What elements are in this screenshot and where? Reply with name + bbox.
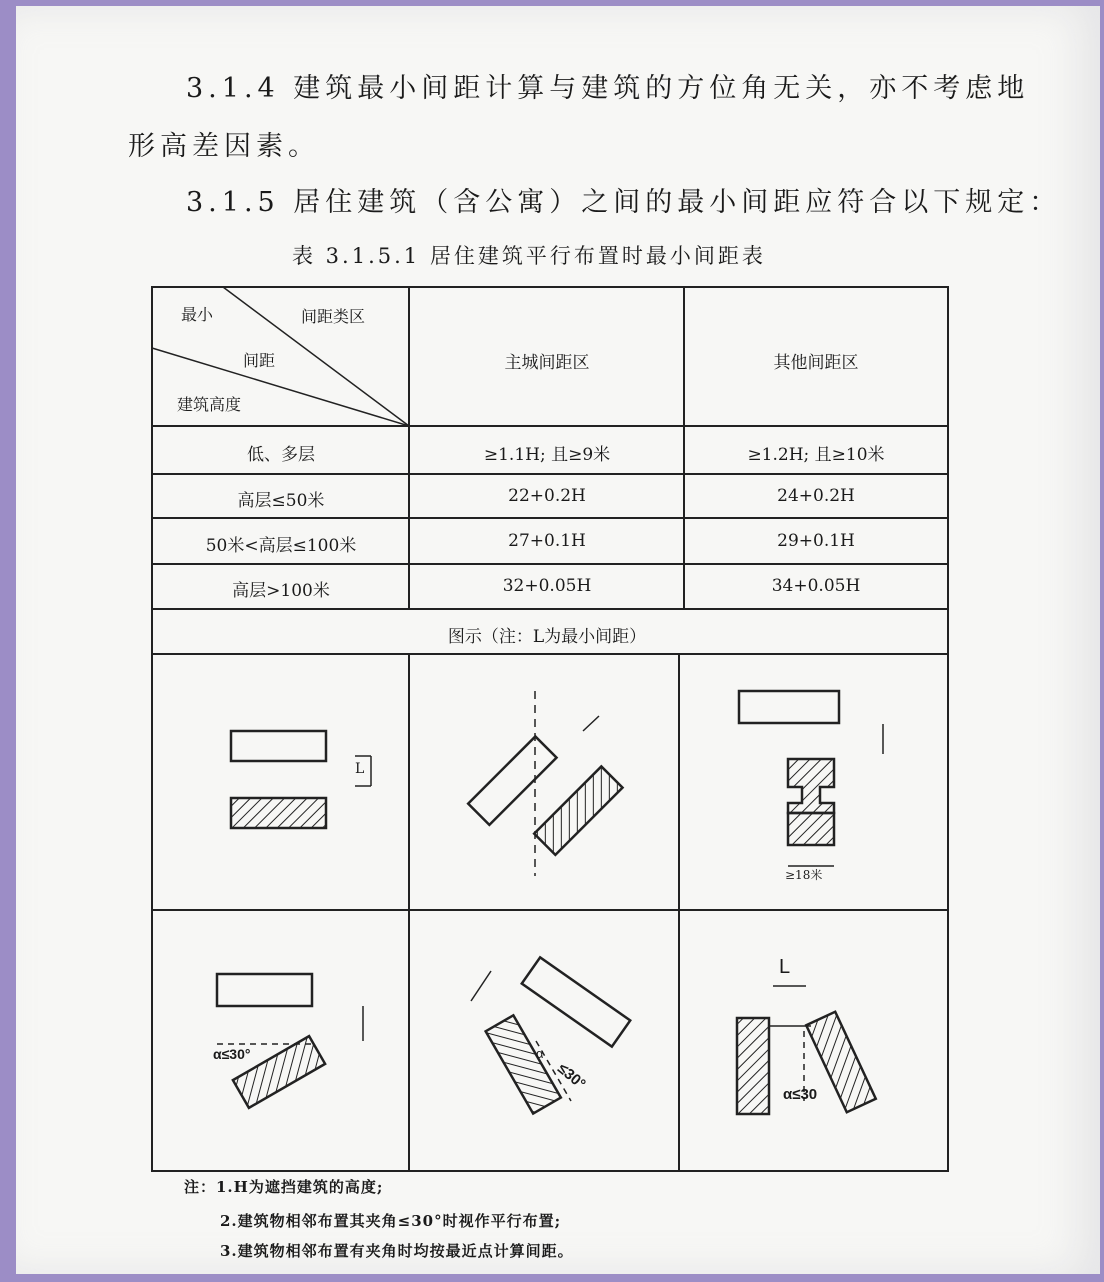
row3-other: 29+0.1H (777, 531, 855, 551)
paragraph-3-1-5: 3.1.5 居住建筑（含公寓）之间的最小间距应符合以下规定： (186, 187, 1062, 218)
row1-main: ≥1.1H; 且≥9米 (483, 445, 611, 465)
diagram-h-shape (739, 691, 883, 866)
corner-label-min: 最小 (181, 305, 214, 324)
label-alpha-sym: α (536, 1046, 544, 1061)
diagram-two-rotated (471, 957, 630, 1113)
row3-height: 50米<高层≤100米 (205, 536, 357, 556)
header-main-zone: 主城间距区 (504, 353, 590, 373)
label-alpha-3: α≤30 (783, 1086, 818, 1103)
table-grid (151, 286, 949, 1172)
label-l-2: L (779, 956, 791, 978)
row4-main: 32+0.05H (502, 576, 592, 596)
paragraph-3-1-4-line1: 3.1.4 建筑最小间距计算与建筑的方位角无关，亦不考虑地 (186, 73, 1030, 104)
row2-height: 高层≤50米 (237, 491, 325, 511)
label-l-1: L (355, 761, 365, 777)
note-2: 2.建筑物相邻布置其夹角≤30°时视作平行布置; (220, 1212, 562, 1230)
diagram-staggered (468, 691, 622, 876)
table-caption: 表 3.1.5.1 居住建筑平行布置时最小间距表 (292, 244, 766, 268)
corner-label-category: 间距类区 (301, 307, 366, 326)
row3-main: 27+0.1H (508, 531, 586, 551)
note-3: 3.建筑物相邻布置有夹角时均按最近点计算间距。 (220, 1242, 574, 1260)
illustration-title: 图示（注：L为最小间距） (447, 627, 647, 647)
paragraph-3-1-4-line2: 形高差因素。 (128, 131, 320, 162)
spacing-table (151, 286, 949, 1172)
diagram-angled-below (217, 974, 363, 1108)
row1-height: 低、多层 (247, 445, 315, 465)
row2-main: 22+0.2H (508, 486, 586, 506)
corner-label-spacing: 间距 (243, 351, 276, 370)
header-other-zone: 其他间距区 (773, 353, 859, 373)
row4-height: 高层>100米 (232, 581, 330, 601)
note-1: 注：1.H为遮挡建筑的高度; (184, 1178, 384, 1196)
corner-label-height: 建筑高度 (177, 395, 242, 414)
row1-other: ≥1.2H; 且≥10米 (747, 445, 885, 465)
row4-other: 34+0.05H (771, 576, 861, 596)
row2-other: 24+0.2H (777, 486, 855, 506)
label-alpha-2: ≤30° (554, 1060, 589, 1093)
label-width-18: ≥18米 (785, 868, 823, 882)
diagram-parallel (231, 731, 371, 828)
label-alpha-1: α≤30° (213, 1046, 251, 1062)
